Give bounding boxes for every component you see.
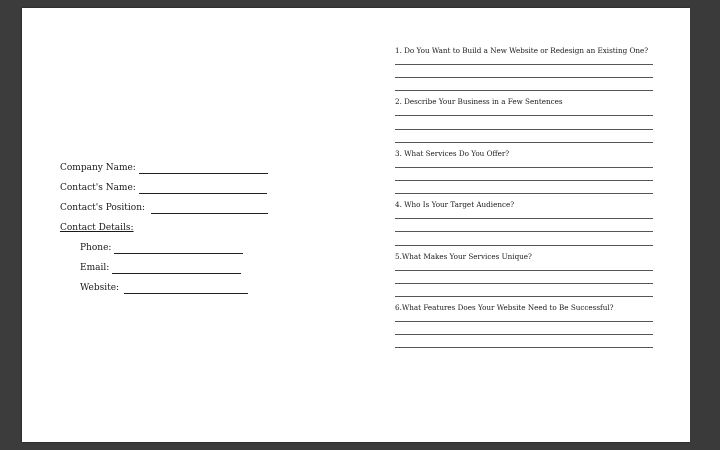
email-field[interactable]	[112, 263, 241, 274]
company-name-label: Company Name:	[60, 163, 136, 173]
question-text: 5.What Makes Your Services Unique?	[395, 251, 532, 261]
email-label: Email:	[80, 263, 110, 273]
contacts-position-field[interactable]	[151, 203, 268, 214]
contact-info-section	[60, 154, 290, 294]
question-text: 6.What Features Does Your Website Need to Be Successful?	[395, 302, 614, 312]
answer-line[interactable]	[395, 232, 653, 245]
question-item	[395, 200, 653, 245]
answer-line[interactable]	[395, 264, 653, 271]
phone-field[interactable]	[114, 243, 243, 254]
website-field[interactable]	[124, 283, 248, 294]
answer-line[interactable]	[395, 335, 653, 348]
contact-details-heading: Contact Details:	[60, 223, 134, 233]
email-row	[60, 254, 290, 274]
contacts-position-row	[60, 194, 290, 214]
company-name-field[interactable]	[139, 163, 268, 174]
answer-line[interactable]	[395, 271, 653, 284]
question-item	[395, 97, 653, 142]
question-item	[395, 149, 653, 194]
question-item	[395, 46, 653, 91]
answer-line[interactable]	[395, 109, 653, 116]
phone-label: Phone:	[80, 243, 112, 253]
question-text: 1. Do You Want to Build a New Website or Redesign an Existing One?	[395, 46, 649, 55]
website-row	[60, 274, 290, 294]
phone-row	[60, 234, 290, 254]
answer-line[interactable]	[395, 161, 653, 168]
questions-section	[395, 46, 653, 354]
question-item	[395, 303, 653, 348]
answer-line[interactable]	[395, 58, 653, 65]
document-page	[22, 8, 690, 442]
answer-line[interactable]	[395, 65, 653, 78]
answer-line[interactable]	[395, 116, 653, 129]
company-name-row	[60, 154, 290, 174]
question-text: 3. What Services Do You Offer?	[395, 148, 510, 158]
answer-line[interactable]	[395, 168, 653, 181]
question-text: 4. Who Is Your Target Audience?	[395, 200, 515, 210]
contacts-position-label: Contact's Position:	[60, 203, 146, 213]
answer-line[interactable]	[395, 315, 653, 322]
answer-line[interactable]	[395, 78, 653, 91]
question-text: 2. Describe Your Business in a Few Sentences	[395, 97, 563, 107]
answer-line[interactable]	[395, 130, 653, 143]
website-label: Website:	[80, 283, 120, 293]
contacts-name-row	[60, 174, 290, 194]
question-item	[395, 252, 653, 297]
answer-line[interactable]	[395, 284, 653, 297]
answer-line[interactable]	[395, 181, 653, 194]
answer-line[interactable]	[395, 322, 653, 335]
viewer-scroll-area[interactable]	[690, 0, 720, 450]
answer-line[interactable]	[395, 219, 653, 232]
answer-line[interactable]	[395, 212, 653, 219]
contacts-name-label: Contact's Name:	[60, 183, 136, 193]
contacts-name-field[interactable]	[139, 183, 267, 194]
contact-details-row	[60, 214, 290, 234]
